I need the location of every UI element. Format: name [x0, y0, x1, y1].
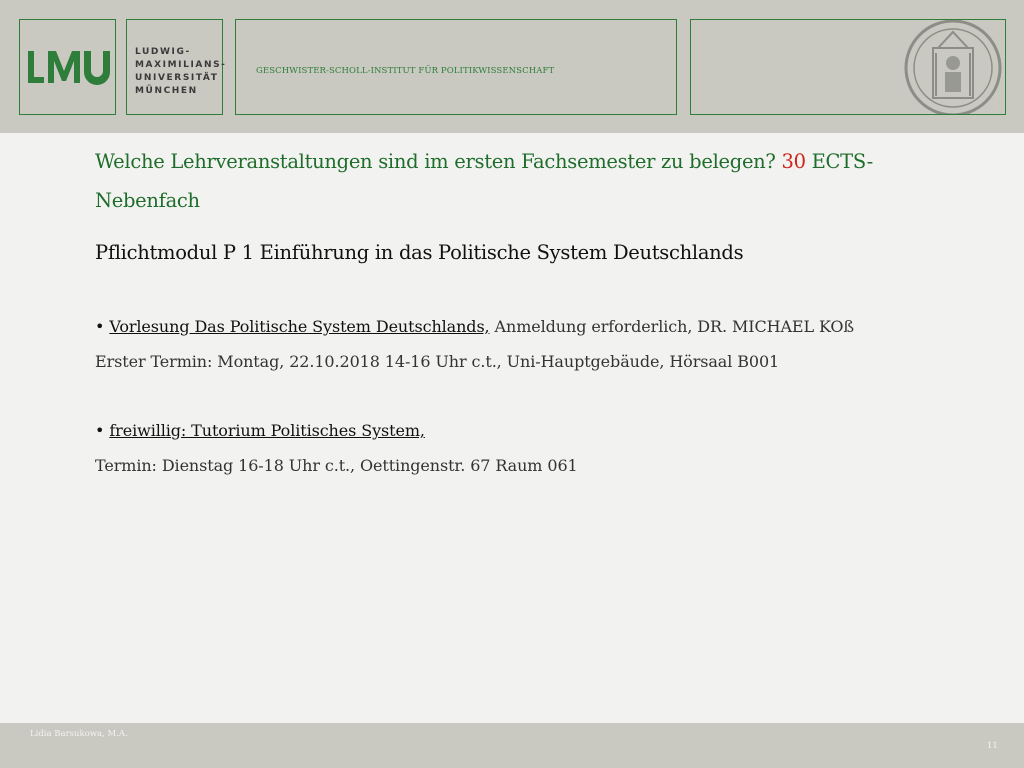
- lmu-logo-box: [19, 19, 116, 115]
- university-line-2: MAXIMILIANS-: [135, 60, 227, 70]
- lmu-logo-icon: [26, 49, 110, 85]
- university-name: [135, 46, 227, 98]
- university-line-4: MÜNCHEN: [135, 86, 198, 96]
- tutorial-item: [95, 421, 425, 440]
- tutorial-title: freiwillig: Tutorium Politisches System,: [109, 421, 425, 440]
- page-number: 11: [987, 741, 998, 751]
- footer-author: Lidia Barsukowa, M.A.: [30, 729, 128, 739]
- seal-box: [690, 19, 1006, 115]
- slide-header: [0, 0, 1024, 133]
- lecture-title: Vorlesung Das Politische System Deutschlands,: [109, 317, 490, 336]
- university-name-box: [126, 19, 227, 115]
- bullet: •: [95, 317, 105, 336]
- institute-box: [235, 19, 677, 115]
- slide-content: [95, 142, 915, 475]
- institute-name: GESCHWISTER-SCHOLL-INSTITUT FÜR POLITIKWISSENSCHAFT: [256, 66, 555, 76]
- title-text: Welche Lehrveranstaltungen sind im ersten Fachsemester zu belegen?: [95, 150, 782, 173]
- lecture-detail: Erster Termin: Montag, 22.10.2018 14-16 Uhr c.t., Uni-Hauptgebäude, Hörsaal B001: [95, 352, 780, 371]
- slide-title: [95, 142, 915, 220]
- module-title: Pflichtmodul P 1 Einführung in das Politische System Deutschlands: [95, 241, 744, 264]
- university-line-3: UNIVERSITÄT: [135, 73, 219, 83]
- tutorial-detail: Termin: Dienstag 16-18 Uhr c.t., Oettingenstr. 67 Raum 061: [95, 456, 578, 475]
- bullet: •: [95, 421, 105, 440]
- lecture-item: [95, 317, 854, 336]
- title-suffix: ECTS-Nebenfach: [95, 150, 873, 212]
- university-seal-icon: [903, 19, 1003, 115]
- university-line-1: LUDWIG-: [135, 47, 191, 57]
- ects-number: 30: [781, 150, 806, 173]
- lecture-info: Anmeldung erforderlich, DR. MICHAEL KOß: [489, 317, 855, 336]
- slide-footer: [0, 723, 1024, 768]
